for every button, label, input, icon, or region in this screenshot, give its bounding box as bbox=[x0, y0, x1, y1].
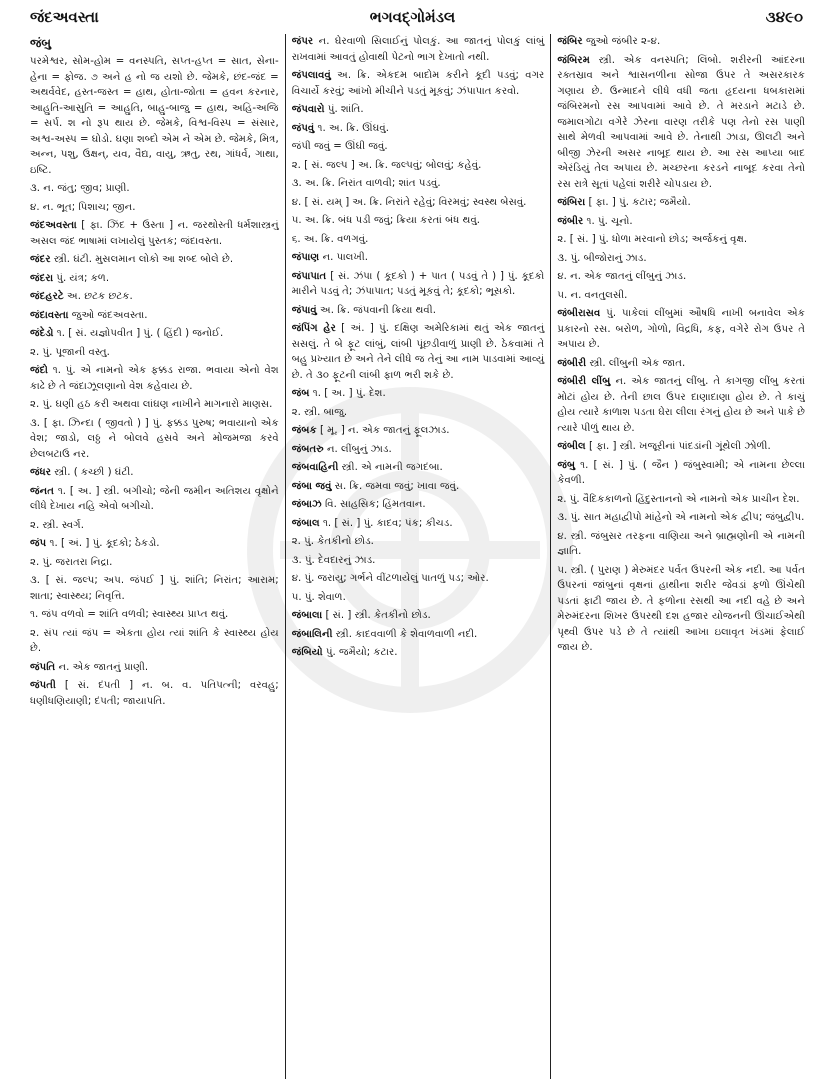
entry-headword: જંદર bbox=[30, 254, 51, 266]
dictionary-title: ભગવદ્ગોમંડલ bbox=[369, 8, 456, 26]
entry-definition: ૫. ન. વનતુલસી. bbox=[557, 289, 628, 301]
entry-definition: ૧. [ સં. યજ્ઞોપવીત ] પું. ( હિંદી ) જનોઈ. bbox=[53, 328, 224, 340]
entry-definition: [ સં. ] સ્ત્રી. કેતકીનો છોડ. bbox=[322, 610, 431, 621]
dictionary-entry bbox=[292, 534, 545, 550]
entry-headword: જંબ bbox=[291, 388, 310, 399]
entry-definition: ૧. [ અ. ] સ્ત્રી. બગીચો; જેની જમીન અતિશય વૃક્ષોને લીધે દેખાય નહિ એવો બગીચો. bbox=[30, 485, 279, 513]
dictionary-entry bbox=[30, 218, 279, 249]
entry-definition: ૨. સ્ત્રી. બાજુ. bbox=[291, 406, 348, 418]
dictionary-entry bbox=[292, 269, 545, 300]
dictionary-entry bbox=[292, 321, 545, 383]
dictionary-entry bbox=[557, 53, 805, 193]
dictionary-entry bbox=[30, 416, 279, 463]
entry-definition: ૪. ન. ભૂત; પિશાચ; જીન. bbox=[30, 201, 136, 213]
dictionary-entry bbox=[30, 271, 279, 287]
entry-definition: ૨. [ સં. ] પું. ધોળા મરવાનો છોડ; અર્જકનું વૃક્ષ. bbox=[557, 234, 748, 245]
entry-definition: ૬. અ. ક્રિ. વળગવું. bbox=[291, 233, 369, 245]
dictionary-entry bbox=[30, 518, 279, 534]
dictionary-entry bbox=[557, 492, 805, 508]
entry-definition: જુઓ જંબીર ૨-૪. bbox=[582, 36, 661, 47]
dictionary-entry bbox=[557, 251, 805, 267]
dictionary-entry bbox=[557, 510, 805, 526]
dictionary-entry bbox=[292, 442, 545, 458]
dictionary-entry bbox=[292, 34, 545, 65]
entry-definition: ૫. સ્ત્રી. ( પુરાણ ) મેરુમંદર પર્વત ઉપરની એક નદી. આ પર્વત ઉપરનાં જાંબુનાં વૃક્ષનાં હાથીના શરીર જેવડાં ફળો ઊંચેથી પડતાં ફાટી જાય છે. તે ફળોના રસથી આ નદી વહે છે અને મેરુમંદરના શિખર ઉપરથી દશ હજાર યોજનની ઊંચાઈએથી પૃથ્વી ઉપર પડે છે તે ત્યાંથી આખા ઇલાવૃત ખંડમાં ફેલાઈ જાય છે. bbox=[557, 564, 805, 653]
entry-definition: ૧. પું. ચૂનો. bbox=[583, 215, 633, 227]
entry-definition: જંપી જવું = ઊંઘી જવું. bbox=[291, 141, 388, 152]
dictionary-entry bbox=[557, 269, 805, 285]
entry-definition: સ્ત્રી. ( કચ્છી ) ઘંટી. bbox=[51, 467, 134, 479]
entry-headword: જંપાવું bbox=[291, 304, 317, 316]
entry-definition: ન. એક જાતનું લીંબુ. તે કાગજી લીંબુ કરતાં મોટાં હોય છે. તેની છાલ ઉપર દાણાદાણા હોય છે. તે કાચું હોય ત્યારે કાળાશ પડતા ઘેરા લીલા રંગનું હોય છે અને પાકે છે ત્યારે પીળું થાય છે. bbox=[557, 376, 805, 434]
dictionary-entry bbox=[557, 439, 805, 455]
entry-headword: જંબાલિની bbox=[291, 628, 333, 640]
dictionary-entry bbox=[30, 660, 279, 676]
entry-definition: [ સં. દંપતી ] ન. બ. વ. પતિપત્ની; વરવહુ; ધણીધણિયાણી; દંપતી; જાયાપતિ. bbox=[30, 680, 279, 707]
entry-headword: જંપવું bbox=[291, 122, 315, 134]
dictionary-entry bbox=[292, 195, 545, 211]
dictionary-entry bbox=[30, 326, 279, 342]
entry-definition: અ. છટક છટક. bbox=[63, 291, 133, 303]
entry-definition: ૧. [ અ. ] પું. દેશ. bbox=[309, 388, 386, 399]
dictionary-entry bbox=[30, 54, 279, 178]
entry-definition: ૨. પું. જરાતરા નિદ્રા. bbox=[30, 556, 113, 568]
entry-headword: જંબાલા bbox=[291, 610, 323, 621]
dictionary-entry bbox=[557, 529, 805, 560]
entry-definition: જુઓ જંદઅવસ્તા. bbox=[68, 309, 148, 321]
dictionary-entry bbox=[292, 68, 545, 99]
dictionary-entry bbox=[292, 303, 545, 319]
dictionary-entry bbox=[292, 608, 545, 624]
entry-headword: જંબીરી લીંબુ bbox=[557, 376, 611, 387]
entry-definition: ૩. અ. ક્રિ. નિરાંત વાળવી; શાંત પડવું. bbox=[291, 178, 441, 189]
dictionary-entry bbox=[30, 573, 279, 604]
entry-definition: ૧. [ સં. ] પું. ( જૈન ) જંબુસ્વામી; એ નામના છેલ્લા કેવળી. bbox=[557, 459, 805, 486]
dictionary-entry bbox=[30, 200, 279, 216]
dictionary-entry bbox=[292, 516, 545, 532]
entry-headword: જંદરા bbox=[30, 272, 54, 284]
entry-headword: જંબીરાસવ bbox=[557, 308, 601, 319]
dictionary-entry bbox=[292, 645, 545, 661]
entry-definition: સ્ત્રી. લીંબુની એક જાત. bbox=[586, 357, 686, 369]
entry-definition: ૧. [ સં. ] પું. કાદવ; પંક; કીચડ. bbox=[319, 517, 453, 529]
entry-headword: જંપતી bbox=[30, 680, 56, 692]
entry-headword: જંપાપાત bbox=[291, 270, 327, 282]
entry-definition: અ. ક્રિ. એકદમ બાદોમ કરીને કૂદી પડવું; વગર વિચાર્યે કરવું; આંખો મીચીને પડતું મૂકવું; ઝંપાપાત કરવો. bbox=[291, 70, 545, 97]
entry-headword: જંબુ bbox=[557, 459, 576, 471]
dictionary-entry bbox=[557, 458, 805, 489]
left-guide-word: જંદઅવસ્તા bbox=[30, 8, 99, 26]
dictionary-entry bbox=[30, 536, 279, 552]
entry-headword: જંબિર bbox=[557, 36, 583, 47]
dictionary-entry bbox=[292, 590, 545, 606]
entry-definition: ૧. જંપ વળવો = શાંતિ વળવી; સ્વાસ્થ્ય પ્રાપ્ત થવું. bbox=[30, 609, 229, 621]
dictionary-entry bbox=[557, 34, 805, 50]
entry-definition: ન. ઘેરવાળો સિલાઈનું પોલકું. આ જાતનું પોલકું લાંબું રાખવામાં આવતું હોવાથી પેટનો ભાગ દેખાતો નથી. bbox=[291, 36, 545, 63]
dictionary-entry bbox=[30, 363, 279, 394]
column-right bbox=[550, 34, 805, 1079]
entry-definition: [ અં. ] પું. દક્ષિણ અમેરિકામાં થતું એક જાતનું સસલું. તે બે ફૂટ લાંબું, લાંબી પૂંછડીવાળું પ્રાણી છે. ઠેકવામાં તે બહુ પ્રખ્યાત છે અને તેને લીધે જ તેનું આ નામ પાડવામાં આવ્યું છે. તે ૩૦ ફૂટની લાંબી ફાળ ભરી શકે છે. bbox=[291, 323, 545, 381]
entry-definition: [ ફા. ઝિંદ + ઉસ્તા ] ન. જરથોસ્તી ધર્મશાસ્ત્રનું અસલ જંદ ભાષામાં લખાયેલું પુસ્તક; જંદાવસ્તા. bbox=[30, 220, 279, 247]
entry-headword: જંદેડો bbox=[30, 328, 54, 340]
dictionary-entry bbox=[292, 139, 545, 155]
dictionary-entry bbox=[292, 460, 545, 476]
entry-definition: [ ફા. ] પું. કટાર; જમૈયો. bbox=[585, 197, 691, 208]
entry-headword: જંબતરુ bbox=[291, 443, 324, 455]
entry-headword: જંપ bbox=[30, 538, 47, 550]
entry-definition: ૫. અ. ક્રિ. બંધ પડી જવું; ક્રિયા કરતાં બંધ થવું. bbox=[291, 215, 481, 226]
dictionary-entry bbox=[292, 102, 545, 118]
entry-definition: સ્ત્રી. એ નામની જગદંબા. bbox=[338, 462, 443, 473]
dictionary-entry bbox=[292, 386, 545, 402]
dictionary-entry bbox=[30, 484, 279, 515]
dictionary-entry bbox=[30, 252, 279, 268]
dictionary-entry bbox=[292, 423, 545, 439]
entry-definition: ૪. [ સં. યમ્ ] અ. ક્રિ. નિરાંતે રહેવું; વિરમવું; સ્વસ્થ બેસવું. bbox=[291, 196, 527, 208]
column-middle bbox=[285, 34, 551, 1079]
entry-definition: પું. શાંતિ. bbox=[324, 104, 364, 115]
entry-definition: [ મૂ. ] ન. એક જાતનું ફૂલઝાડ. bbox=[316, 425, 450, 436]
entry-headword: જંદાવસ્તા bbox=[30, 309, 69, 321]
entry-definition: પું. પાકેલાં લીંબુમાં ઔષધિ નાખી બનાવેલ એક પ્રકારનો રસ. બરોળ, ગોળો, વિદ્રધિ, કફ, વગેરે રોગ ઉપર તે અપાય છે. bbox=[557, 308, 805, 350]
entry-definition: ૨. [ સં. જલ્પ ] અ. ક્રિ. જલ્પવું; બોલવું; કહેવું. bbox=[291, 159, 482, 171]
entry-definition: ૩. પું. બીજોરાનું ઝાડ. bbox=[557, 252, 647, 264]
entry-headword: જંદો bbox=[30, 365, 48, 377]
entry-definition: વિ. સાહસિક; હિંમતવાન. bbox=[321, 499, 426, 510]
dictionary-entry bbox=[292, 213, 545, 229]
entry-headword: જંબવાહિની bbox=[291, 462, 339, 473]
entry-definition: ૨. પું. વૈદિકકાળનો હિંદુસ્તાનનો એ નામનો એક પ્રાચીન દેશ. bbox=[557, 493, 800, 505]
dictionary-entry bbox=[30, 607, 279, 623]
dictionary-entry bbox=[30, 345, 279, 361]
dictionary-entry bbox=[292, 627, 545, 643]
dictionary-entry bbox=[292, 121, 545, 137]
dictionary-entry bbox=[30, 626, 279, 657]
entry-definition: પું. યંત્ર; કળ. bbox=[53, 272, 110, 284]
entry-definition: ન. એક જાતનું પ્રાણી. bbox=[55, 661, 149, 673]
column-left bbox=[30, 34, 285, 1079]
entry-definition: સ્ત્રી. કાદવવાળી કે શેવાળવાળી નદી. bbox=[332, 628, 478, 640]
dictionary-entry bbox=[30, 397, 279, 413]
entry-definition: ૨. પું. પૂજાની વસ્તુ. bbox=[30, 346, 110, 358]
entry-headword: જંબાલ bbox=[291, 517, 320, 529]
dictionary-entry bbox=[292, 158, 545, 174]
entry-headword: જંબા જવું bbox=[291, 480, 332, 492]
entry-definition: ૨. પું. કેતકીનો છોડ. bbox=[291, 536, 374, 547]
entry-headword: જંબીર bbox=[557, 215, 584, 227]
dictionary-entry bbox=[292, 479, 545, 495]
entry-headword: જંપતિ bbox=[30, 661, 56, 673]
entry-definition: ૩. પું. સાત મહાદ્વીપો માંહેનો એ નામનો એક દ્વીપ; જંબુદ્વીપ. bbox=[557, 512, 805, 523]
entry-headword: જંધર bbox=[30, 467, 52, 479]
entry-headword: જંપલાવવું bbox=[291, 70, 331, 81]
entry-definition: ૩. [ ફા. ઝિન્દા ( જીવતો ) ] પું. ફક્કડ પુરુષ; ભવાયાનો એક વેશ; જાડો, લઠ્ઠ ને બોલવે હસવે અને મોજમજા કરવે છેલબટાઉ નર. bbox=[30, 417, 279, 460]
dictionary-entry bbox=[292, 405, 545, 421]
entry-headword: જંનત bbox=[30, 485, 54, 497]
entry-definition: ન. પાલખી. bbox=[319, 252, 368, 263]
dictionary-entry bbox=[30, 181, 279, 197]
dictionary-entry bbox=[557, 356, 805, 372]
entry-headword: જંદઅવસ્તા bbox=[30, 220, 77, 232]
dictionary-entry bbox=[30, 289, 279, 305]
entry-definition: પરમેશ્વર, સોમ-હોમ = વનસ્પતિ, સપ્ત-હપ્ત = સાત, સેના-હેના = ફોજ. ૭ અને હ નો જ યશો છે. જેમકે, છંદ-જંદ = અથર્વવેદ, હસ્ત-જસ્ત = હાથ, હોતા-જોતા = હવન કરનાર, આહુતિ-આસુતિ = આહુતિ, બાહુ-બાજુ = હાથ, અહિ-અજિ = સર્પ. શ નો રૂપ થાય છે. જેમકે, વિશ્વ-વિસ્પ = સંસાર, અશ્વ-અસ્પ = ઘોડો. ઘણા શબ્દો એમ ને એમ છે. જેમકે, મિત્ર, અન્ન, પશુ, ઉક્ષન્, યવ, વૈદ્ય, વાયુ, ઋતુ, રથ, ગાંધર્વ, ગાથા, ઇષ્ટિ. bbox=[30, 56, 279, 176]
dictionary-entry bbox=[30, 465, 279, 481]
entry-headword: જંબિરમ bbox=[557, 54, 590, 66]
dictionary-entry bbox=[557, 374, 805, 436]
dictionary-entry bbox=[292, 176, 545, 192]
entry-headword: જંપવારો bbox=[291, 104, 325, 115]
dictionary-entry bbox=[30, 555, 279, 571]
entry-headword: જંપર bbox=[291, 36, 314, 47]
dictionary-entry bbox=[292, 497, 545, 513]
entry-definition: ૪. પું. જરાયુ; ગર્ભને વીંટળાયેલું પાતળું પડ; ઓર. bbox=[291, 573, 489, 584]
entry-headword: જંબીલ bbox=[557, 441, 586, 452]
entry-definition: [ ફા. ] સ્ત્રી. ખજૂરીનાં પાંદડાંની ગૂંથેલી ઝોળી. bbox=[585, 441, 771, 452]
column-guide-word: જંબુ bbox=[30, 36, 51, 50]
entry-definition: [ સં. ઝંપા ( કૂદકો ) + પાત ( પડવું તે ) ] પું. કૂદકો મારીને પડવું તે; ઝંપાપાત; પડતું મૂકવું તે; કૂદકો; ભૂસકો. bbox=[291, 270, 545, 297]
dictionary-entry bbox=[30, 308, 279, 324]
entry-definition: ૨. પું. ઘણી હઠ કરી અથવા લાંઘણ નાખીને માગનારો માણસ. bbox=[30, 399, 273, 411]
entry-headword: જંબિયો bbox=[291, 647, 323, 658]
entry-definition: ૧. અ. ક્રિ. ઊંઘવું. bbox=[314, 122, 389, 134]
dictionary-entry bbox=[292, 553, 545, 569]
page-number: ૩૪૯૦ bbox=[765, 8, 803, 26]
entry-definition: ૨. સ્ત્રી. સ્વર્ગ. bbox=[30, 519, 84, 531]
dictionary-entry bbox=[557, 195, 805, 211]
dictionary-entry bbox=[557, 214, 805, 230]
entry-definition: ૪. ન. એક જાતનું લીંબુનું ઝાડ. bbox=[557, 271, 687, 282]
entry-definition: ન. લીંબુનું ઝાડ. bbox=[323, 443, 392, 455]
entry-definition: ૧. [ અં. ] પું. કૂદકો; ઠેકડો. bbox=[46, 538, 160, 550]
entry-headword: જંપિંગ હેર bbox=[291, 323, 336, 334]
dictionary-entry bbox=[292, 250, 545, 266]
entry-definition: ૩. [ સં. જલ્પ; અપ. જંપઈ ] પું. શાંતિ; નિરાંત; આરામ; શાતા; સ્વાસ્થ્ય; નિવૃત્તિ. bbox=[30, 575, 279, 602]
entry-definition: સ. ક્રિ. જમવા જવું; ખાવા જવું. bbox=[331, 480, 460, 492]
entry-definition: ૩. પું. દેવદારનું ઝાડ. bbox=[291, 554, 376, 566]
dictionary-entry bbox=[30, 678, 279, 709]
entry-definition: ૩. ન. જંતુ; જીવ; પ્રાણી. bbox=[30, 183, 130, 195]
dictionary-entry bbox=[557, 232, 805, 248]
dictionary-entry bbox=[292, 571, 545, 587]
entry-definition: ૪. સ્ત્રી. જંબુસર તરફના વાણિયા અને બ્રાહ્મણોની એ નામની જ્ઞાતિ. bbox=[557, 530, 805, 557]
dictionary-entry bbox=[557, 563, 805, 656]
dictionary-entry bbox=[557, 306, 805, 353]
entry-headword: જંપાણ bbox=[291, 252, 320, 263]
entry-definition: સ્ત્રી. ઘંટી. મુસલમાન લોકો આ શબ્દ બોલે છે. bbox=[50, 254, 234, 266]
dictionary-columns bbox=[30, 34, 805, 1079]
entry-definition: ૫. પું. શેવાળ. bbox=[291, 591, 346, 603]
entry-headword: જંબક bbox=[291, 425, 317, 436]
entry-definition: પું. જમૈયો; કટાર. bbox=[322, 647, 398, 658]
entry-definition: ૧. પું. એ નામનો એક ફક્કડ રાજા. ભવાયા એનો વેશ કાઢે છે તે જંદાઝૂલણાનો વેશ કહેવાય છે. bbox=[30, 365, 279, 392]
entry-definition: અ. ક્રિ. જંપવાની ક્રિયા થવી. bbox=[316, 304, 436, 316]
dictionary-entry bbox=[557, 288, 805, 304]
entry-definition: ૨. સંપ ત્યાં જંપ = એકતા હોય ત્યાં શાંતિ કે સ્વાસ્થ્ય હોય છે. bbox=[30, 627, 279, 655]
entry-headword: જંદહરટે bbox=[30, 291, 64, 303]
entry-definition: સ્ત્રી. એક વનસ્પતિ; લિંબો. શરીરની આંદરના રક્તસ્રાવ અને શ્વાસનળીના સોજા ઉપર તે અસરકારક ગણાય છે. ઉન્માદને લીધે વધી જતા હૃદયના ધબકારામાં જંબિરમનો રસ આપવામાં આવે છે. તે મરડાને મટાડે છે. જમાલગોટા વગેરે ઝેરના વારણ તરીકે પણ તેનો રસ પાણી સાથે મેળવી આપવામાં આવે છે. તેનાથી ઝાડા, ઊલટી અને બીજી ઝેરની અસર નાબૂદ થાય છે. આ રસ આપ્યા બાદ એરંડિયું તેલ અપાય છે. મચ્છરના કરડને નાબૂદ કરવા તેનો રસ રાત્રે સૂતાં પહેલાં શરીરે ચોપડાય છે. bbox=[557, 54, 805, 190]
entry-headword: જંબીરી bbox=[557, 357, 587, 369]
entry-headword: જંબાઝ bbox=[291, 499, 322, 510]
entry-headword: જંબિરા bbox=[557, 197, 586, 208]
dictionary-entry bbox=[292, 232, 545, 248]
